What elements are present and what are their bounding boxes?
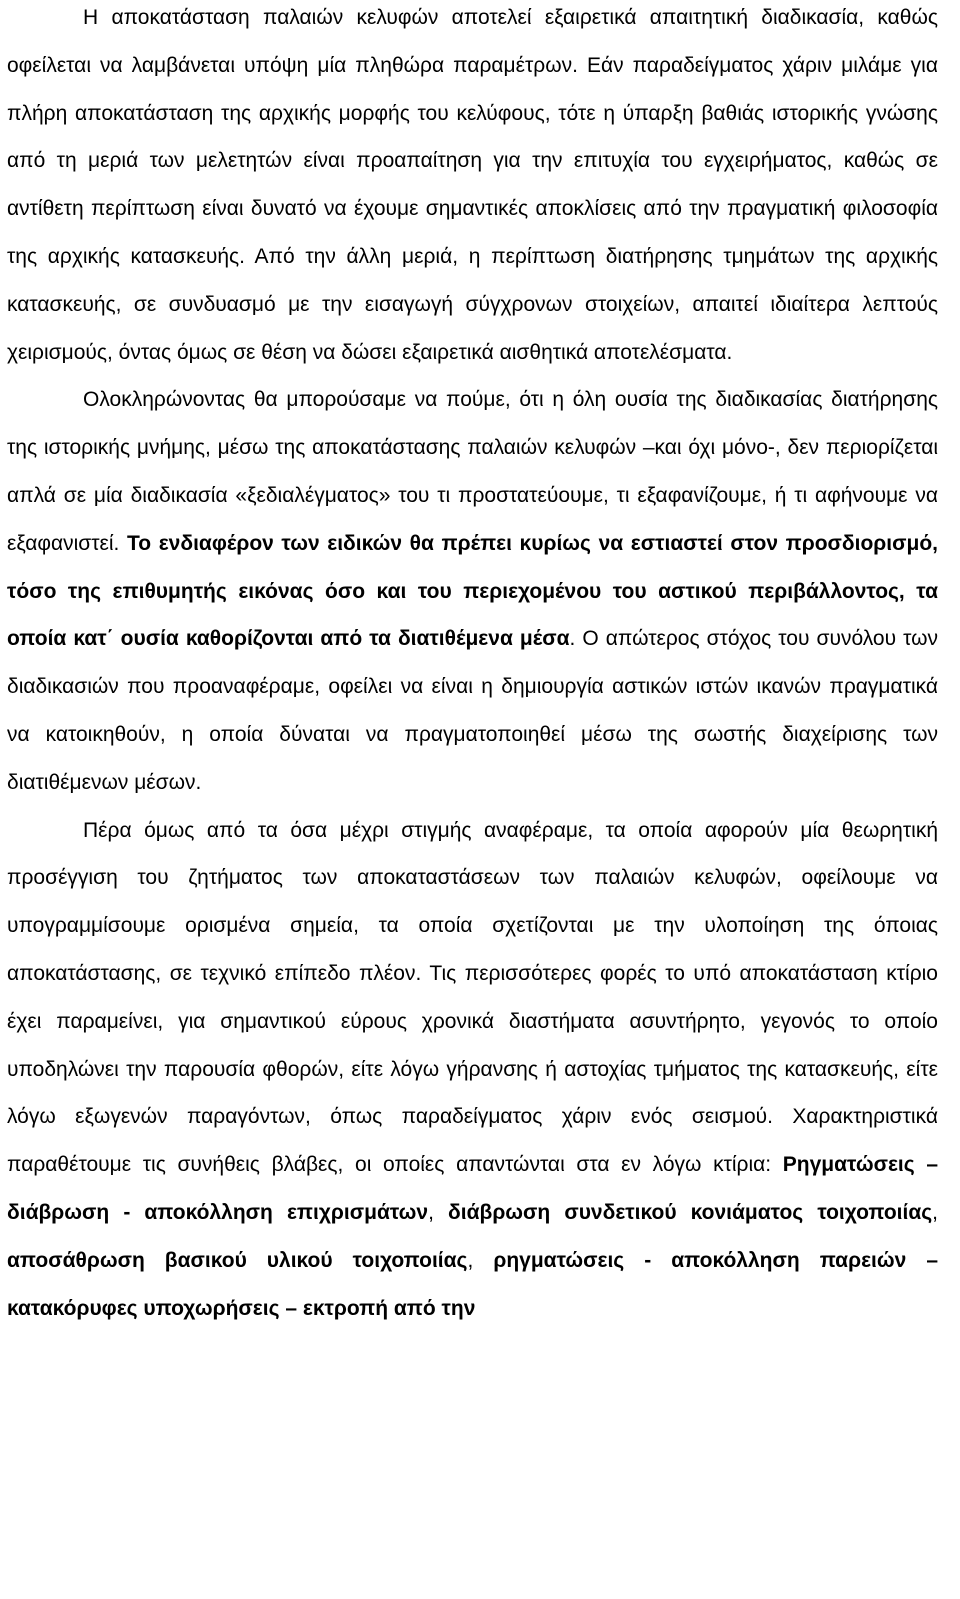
paragraph-restoration-intro <box>7 0 938 376</box>
damage-type-3: αποσάθρωση βασικού υλικού τοιχοποιίας <box>7 1248 468 1272</box>
paragraph-conclusion <box>7 376 938 806</box>
separator: , <box>428 1200 449 1224</box>
paragraph-technical-damages <box>7 807 938 1333</box>
damage-type-1: Ρηγματώσεις – διάβρωση - αποκόλληση επιχρισμάτων <box>7 1153 938 1224</box>
paragraph-text: . Ο απώτερος στόχος του συνόλου των διαδικασιών που προαναφέραμε, οφείλει να είναι η δημιουργία αστικών ιστών ικανών πραγματικά να κατοικηθούν, η οποία δύναται να πραγματοποιηθεί μέσω της σωστής διαχείρισης των διατιθέμενων μέσων. <box>7 627 938 794</box>
document-page <box>7 0 938 1332</box>
damage-type-2: διάβρωση συνδετικού κονιάματος τοιχοποιίας <box>448 1200 933 1224</box>
paragraph-text: Ολοκληρώνοντας θα μπορούσαμε να πούμε, ότι η όλη ουσία της διαδικασίας διατήρησης της ιστορικής μνήμης, μέσω της αποκατάστασης παλαιών κελυφών –και όχι μόνο-, δεν περιορίζεται απλά σε μία διαδικασία «ξεδιαλέγματος» του τι προστατεύουμε, τι εξαφανίζουμε, ή τι αφήνουμε να εξαφανιστεί. <box>7 388 938 555</box>
separator: , <box>932 1200 939 1224</box>
paragraph-text: Η αποκατάσταση παλαιών κελυφών αποτελεί εξαιρετικά απαιτητική διαδικασία, καθώς οφείλεται να λαμβάνεται υπόψη μία πληθώρα παραμέτρων. Εάν παραδείγματος χάριν μιλάμε για πλήρη αποκατάσταση της αρχικής μορφής του κελύφους, τότε η ύπαρξη βαθιάς ιστορικής γνώσης από τη μεριά των μελετητών είναι προαπαίτηση για την επιτυχία του εγχειρήματος, καθώς σε αντίθετη περίπτωση είναι δυνατό να έχουμε σημαντικές αποκλίσεις από την πραγματική φιλοσοφία της αρχικής κατασκευής. Από την άλλη μεριά, η περίπτωση διατήρησης τμημάτων της αρχικής κατασκευής, σε συνδυασμό με την εισαγωγή σύγχρονων στοιχείων, απαιτεί ιδιαίτερα λεπτούς χειρισμούς, όντας όμως σε θέση να δώσει εξαιρετικά αισθητικά αποτελέσματα. <box>7 6 938 364</box>
emphasis-text: Το ενδιαφέρον των ειδικών θα πρέπει κυρίως να εστιαστεί στον προσδιορισμό, τόσο της επιθυμητής εικόνας όσο και του περιεχομένου του αστικού περιβάλλοντος, τα οποία κατ΄ ουσία καθορίζονται από τα διατιθέμενα μέσα <box>7 531 939 651</box>
separator: , <box>467 1248 494 1272</box>
damage-type-4: ρηγματώσεις - αποκόλληση παρειών – κατακόρυφες υποχωρήσεις – εκτροπή από την <box>7 1248 939 1320</box>
paragraph-text: Πέρα όμως από τα όσα μέχρι στιγμής αναφέραμε, τα οποία αφορούν μία θεωρητική προσέγγιση του ζητήματος των αποκαταστάσεων των παλαιών κελυφών, οφείλουμε να υπογραμμίσουμε ορισμένα σημεία, τα οποία σχετίζονται με την υλοποίηση της όποιας αποκατάστασης, σε τεχνικό επίπεδο πλέον. Τις περισσότερες φορές το υπό αποκατάσταση κτίριο έχει παραμείνει, για σημαντικού εύρους χρονικά διαστήματα ασυντήρητο, γεγονός το οποίο υποδηλώνει την παρουσία φθορών, είτε λόγω γήρανσης ή αστοχίας τμήματος της κατασκευής, είτε λόγω εξωγενών παραγόντων, όπως παραδείγματος χάριν ενός σεισμού. Χαρακτηριστικά παραθέτουμε τις συνήθεις βλάβες, οι οποίες απαντώνται στα εν λόγω κτίρια: <box>7 818 938 1177</box>
